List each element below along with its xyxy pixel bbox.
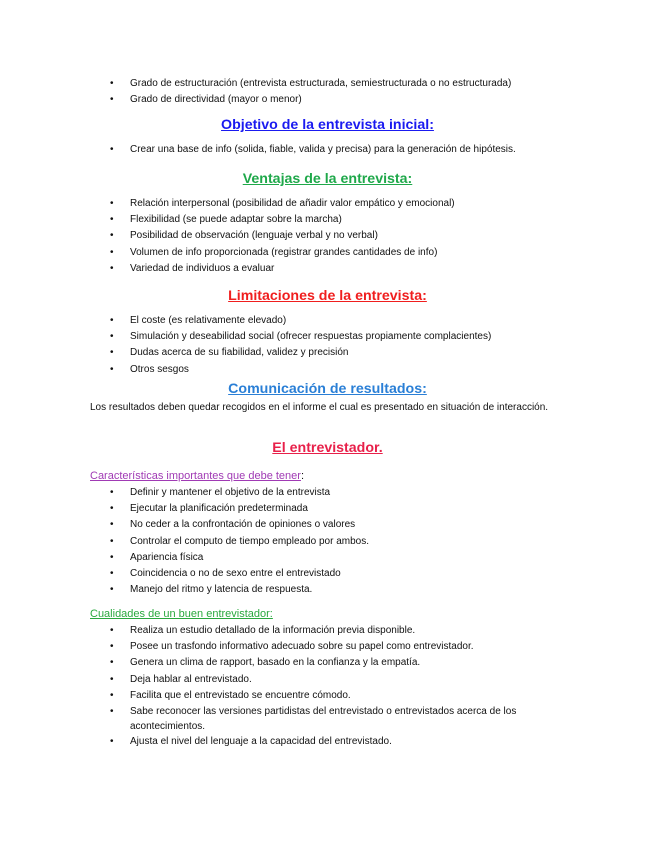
bullet-icon: • [110, 657, 114, 669]
bullet-icon: • [110, 689, 114, 701]
list-item: • Volumen de info proporcionada (registrar grandes cantidades de info) [0, 245, 655, 261]
bullet-icon: • [110, 568, 114, 580]
bullet-icon: • [110, 551, 114, 563]
list-item: • Grado de directividad (mayor o menor) [0, 92, 655, 108]
bullet-icon: • [110, 214, 114, 226]
bullet-icon: • [110, 584, 114, 596]
caracteristicas-label-line [0, 468, 655, 484]
list-item: • Deja hablar al entrevistado. [0, 672, 655, 688]
comunicacion-heading: Comunicación de resultados: [228, 381, 427, 397]
bullet-icon: • [110, 363, 114, 375]
list-item: • Ejecutar la planificación predeterminada [0, 501, 655, 517]
list-item: • Ajusta el nivel del lenguaje a la capacidad del entrevistado. [0, 734, 655, 750]
bullet-icon: • [110, 262, 114, 274]
list-item: • Crear una base de info (solida, fiable, valida y precisa) para la generación de hipótesis. [0, 142, 655, 158]
list-item: • Sabe reconocer las versiones partidistas del entrevistado o entrevistados acerca de los acontecimientos. [110, 706, 517, 733]
list-item: • Coincidencia o no de sexo entre el entrevistado [0, 566, 655, 582]
list-item: • Simulación y deseabilidad social (ofrecer respuestas propiamente complacientes) [0, 329, 655, 345]
bullet-icon: • [110, 736, 114, 748]
list-item: • Posibilidad de observación (lenguaje verbal y no verbal) [0, 228, 655, 244]
list-item: • Posee un trasfondo informativo adecuado sobre su papel como entrevistador. [0, 639, 655, 655]
caracteristicas-label: Características importantes que debe tener [90, 470, 301, 482]
list-item: • Facilita que el entrevistado se encuentre cómodo. [0, 688, 655, 704]
cualidades-label: Cualidades de un buen entrevistador: [90, 608, 273, 620]
limitaciones-heading: Limitaciones de la entrevista: [228, 288, 427, 304]
caracteristicas-list [0, 485, 655, 598]
limitaciones-list [0, 313, 655, 378]
ventajas-list [0, 196, 655, 277]
list-item: • Controlar el computo de tiempo empleado por ambos. [0, 534, 655, 550]
bullet-icon: • [110, 94, 114, 106]
bullet-icon: • [110, 144, 114, 155]
list-item: • Variedad de individuos a evaluar [0, 261, 655, 277]
list-item: • Otros sesgos [0, 362, 655, 378]
bullet-icon: • [110, 535, 114, 547]
list-item: • Relación interpersonal (posibilidad de añadir valor empático y emocional) [0, 196, 655, 212]
caracteristicas-section [0, 468, 655, 598]
limitaciones-section [0, 288, 655, 378]
list-item: • El coste (es relativamente elevado) [0, 313, 655, 329]
cualidades-section [0, 606, 655, 750]
bullet-icon: • [110, 230, 114, 242]
entrevistador-section [0, 440, 655, 456]
list-item: • Apariencia física [0, 550, 655, 566]
bullet-icon: • [110, 347, 114, 359]
objetivo-list [0, 142, 655, 158]
comunicacion-paragraph: Los resultados deben quedar recogidos en el informe el cual es presentado en situación de interacción. [90, 402, 549, 413]
bullet-icon: • [110, 78, 114, 89]
list-item: • Flexibilidad (se puede adaptar sobre la marcha) [0, 212, 655, 228]
bullet-icon: • [110, 246, 114, 258]
bullet-icon: • [110, 315, 114, 326]
list-item: • No ceder a la confrontación de opiniones o valores [0, 517, 655, 533]
ventajas-heading: Ventajas de la entrevista: [242, 171, 413, 187]
bullet-icon: • [110, 706, 114, 718]
objetivo-section [0, 117, 655, 158]
ventajas-section [0, 171, 655, 277]
entrevistador-heading: El entrevistador. [272, 440, 383, 456]
bullet-icon: • [110, 487, 114, 498]
intro-section [0, 76, 655, 108]
cualidades-list [0, 623, 655, 750]
bullet-icon: • [110, 503, 114, 515]
objetivo-heading: Objetivo de la entrevista inicial: [221, 117, 434, 133]
list-item: • Realiza un estudio detallado de la información previa disponible. [0, 623, 655, 639]
list-item: • Grado de estructuración (entrevista estructurada, semiestructurada o no estructurada) [0, 76, 655, 92]
list-item: • Definir y mantener el objetivo de la entrevista [0, 485, 655, 501]
list-item: • Dudas acerca de su fiabilidad, validez y precisión [0, 345, 655, 361]
bullet-icon: • [110, 625, 114, 636]
list-item: • Genera un clima de rapport, basado en la confianza y la empatía. [0, 655, 655, 671]
bullet-icon: • [110, 673, 114, 685]
bullet-icon: • [110, 198, 114, 209]
bullet-icon: • [110, 519, 114, 531]
comunicacion-section [0, 381, 655, 416]
caracteristicas-colon: : [300, 470, 305, 482]
bullet-icon: • [110, 641, 114, 653]
intro-list [0, 76, 655, 108]
bullet-icon: • [110, 331, 114, 343]
list-item: • Manejo del ritmo y latencia de respuesta. [0, 582, 655, 598]
